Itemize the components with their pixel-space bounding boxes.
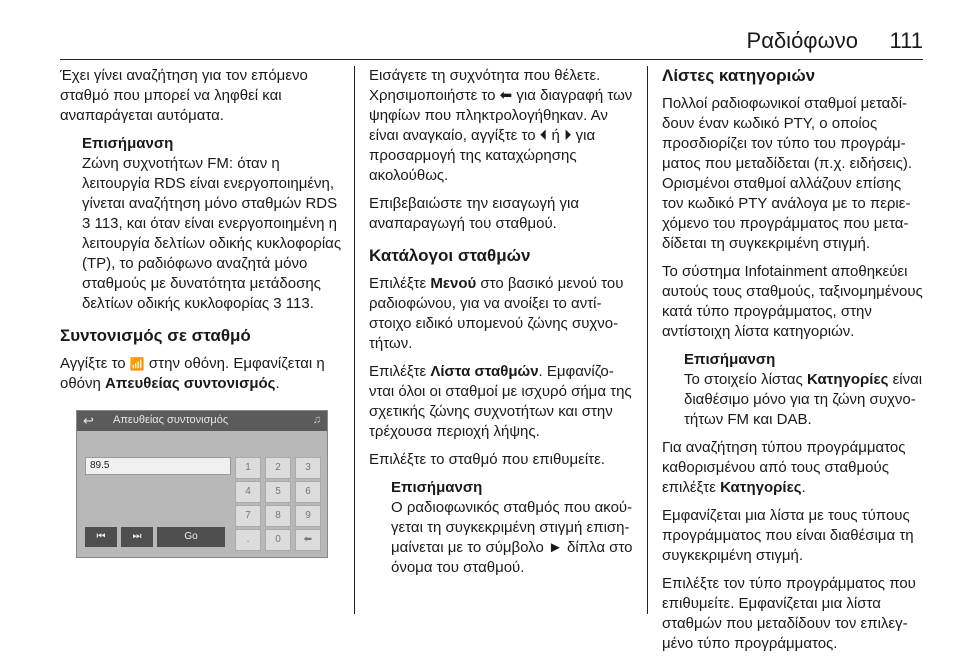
keypad-key[interactable]: 4 [235,481,261,503]
page-reference: 3 113 [82,215,119,232]
note: Επισήμανση Ο ραδιοφωνικός σταθμός που ακούγεται τη συγκεκριμένη στιγμή επισημαίνεται με το σύμβολο ► δίπλα στο όνομα του σταθμού. [391,479,633,576]
screen-title: Απευθείας συντονισμός [113,414,229,426]
tune-icon: 📶 [129,357,145,371]
section-heading: Κατάλογοι σταθμών [369,246,531,265]
page-number: 111 [889,28,923,53]
go-button[interactable]: Go [157,527,225,547]
play-icon: ► [548,539,563,556]
keypad-key[interactable]: 3 [295,457,321,479]
keypad-key[interactable]: 5 [265,481,291,503]
keypad-key[interactable]: . [235,529,261,551]
note-label: Επισήμανση [684,351,776,368]
paragraph: Αγγίξτε το 📶 στην οθόνη. Εμφανίζεται η οθόνη Απευθείας συντονισμός. [60,355,325,392]
backspace-icon: ⬅ [499,87,513,104]
keypad-key[interactable]: 7 [235,505,261,527]
paragraph: Εισάγετε τη συχνότητα που θέλετε. Χρησιμοποιήστε το ⬅ για διαγραφή των ψηφίων που πληκτρολογήθηκαν. Αν είναι αναγκαίο, αγγίξτε το ⏴ ή ⏵ για προσαρμογή της καταχώρησης ακολούθως. [369,67,633,184]
page-reference: 3 113 [273,295,310,312]
column-divider [354,66,355,614]
paragraph: Το σύστημα Infotainment αποθηκεύει αυτούς τους σταθμούς, ταξινομημένους κατά τύπο προγράμματος, στην αντίστοιχη λίστα κατηγοριών. [662,263,923,340]
keypad-key[interactable]: 0 [265,529,291,551]
keypad-key[interactable]: 2 [265,457,291,479]
paragraph: Επιλέξτε τον τύπο προγράμματος που επιθυμείτε. Εμφανίζεται μια λίστα σταθμών που μεταδίδουν τον επιλεγμένο τύπο προγράμματος. [662,575,916,652]
paragraph: Επιβεβαιώστε την εισαγωγή για αναπαραγωγή του σταθμού. [369,195,579,232]
column-divider [647,66,648,614]
seek-forward-icon: ⏭ [132,531,142,542]
keypad-key[interactable]: 1 [235,457,261,479]
header-divider [60,59,923,60]
paragraph: Πολλοί ραδιοφωνικοί σταθμοί μεταδίδουν έναν κωδικό PTY, ο οποίος προσδιορίζει τον τύπο του προγράμματος που μεταδίδεται (π.χ. ειδήσεις). Ορισμένοι σταθμοί αλλάζουν επίσης τον κωδικό PTY ανάλογα με το περιεχόμενο του προγράμματος που μεταδίδεται τη συγκεκριμένη στιγμή. [662,95,913,252]
keypad-key[interactable]: 9 [295,505,321,527]
seek-back-icon: ⏮ [96,531,106,542]
section-heading: Συντονισμός σε σταθμό [60,326,251,345]
column-3 [662,66,926,662]
direct-tune-screenshot [76,410,328,558]
seek-forward-button[interactable] [121,527,153,547]
section-title: Ραδιόφωνο [746,28,858,53]
section-heading: Λίστες κατηγοριών [662,66,816,85]
step-back-icon: ⏴ [539,127,548,144]
step-forward-icon: ⏵ [563,127,572,144]
paragraph: Για αναζήτηση τύπου προγράμματος καθορισμένου από τους σταθμούς επιλέξτε Κατηγορίες. [662,439,906,496]
frequency-input[interactable]: 89.5 [85,457,231,475]
keypad-key[interactable]: 6 [295,481,321,503]
note: Επισήμανση Ζώνη συχνοτήτων FM: όταν η λειτουργία RDS είναι ενεργοποιημένη, γίνεται αναζήτηση μόνο σταθμών RDS 3 113, και όταν είναι ενεργοποιημένη η λειτουργία δελτίων οδικής κυκλοφορίας (TP), το ραδιόφωνο αναζητά μόνο σταθμούς με δυνατότητα μετάδοσης δελτίων οδικής κυκλοφορίας 3 113. [82,134,344,314]
column-1 [60,66,344,402]
page-header [0,0,960,58]
backspace-key[interactable]: ⬅ [295,529,321,551]
note-label: Επισήμανση [391,479,483,496]
keypad-key[interactable]: 8 [265,505,291,527]
paragraph: Εμφανίζεται μια λίστα με τους τύπους προγράμματος που είναι διαθέσιμα τη συγκεκριμένη στιγμή. [662,507,914,564]
screen-title-bar [77,411,327,431]
paragraph: Επιλέξτε Μενού στο βασικό μενού του ραδιοφώνου, για να ανοίξει το αντίστοιχο ειδικό υπομενού ζώνης συχνοτήτων. [369,275,624,352]
note-label: Επισήμανση [82,135,174,152]
column-2 [369,66,633,586]
paragraph: Επιλέξτε το σταθμό που επιθυμείτε. [369,451,605,468]
note: Επισήμανση Το στοιχείο λίστας Κατηγορίες είναι διαθέσιμο μόνο για τη ζώνη συχνοτήτων FM και DAB. [684,350,926,430]
paragraph: Επιλέξτε Λίστα σταθμών. Εμφανίζονται όλοι οι σταθμοί με ισχυρό σήμα της σχετικής ζώνης συχνοτήτων και στην τρέχουσα περιοχή λήψης. [369,363,632,440]
paragraph: Έχει γίνει αναζήτηση για τον επόμενο σταθμό που μπορεί να ληφθεί και αναπαράγεται αυτόματα. [60,67,308,124]
seek-back-button[interactable] [85,527,117,547]
music-note-icon: ♫ [312,414,321,426]
back-icon[interactable]: ↩ [83,413,94,428]
